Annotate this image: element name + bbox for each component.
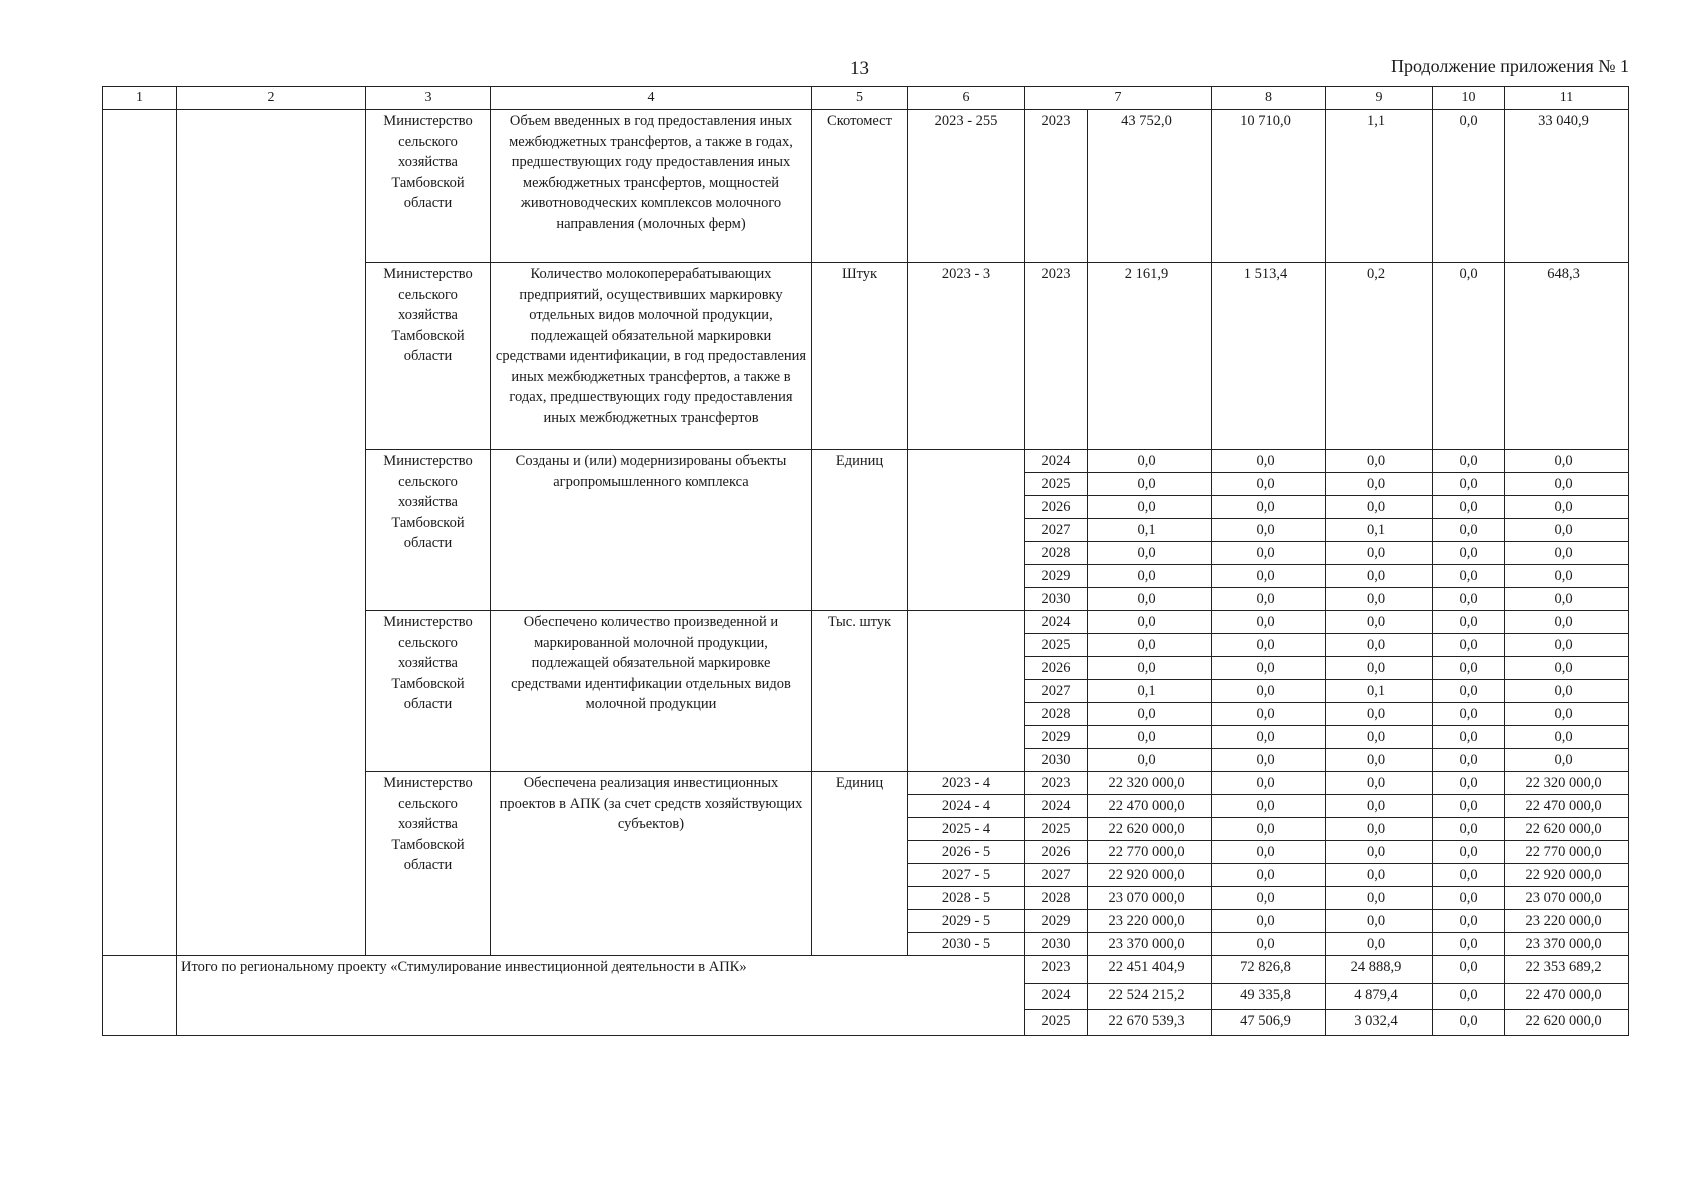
total-col9: 4 879,4 <box>1326 984 1433 1010</box>
year-cell: 2025 <box>1025 818 1088 841</box>
value-col7: 0,0 <box>1088 749 1212 772</box>
value-col8: 0,0 <box>1212 542 1326 565</box>
year-cell: 2026 <box>1025 496 1088 519</box>
value-col7: 22 470 000,0 <box>1088 795 1212 818</box>
value-col7: 22 320 000,0 <box>1088 772 1212 795</box>
value-col8: 0,0 <box>1212 910 1326 933</box>
value-col9: 0,2 <box>1326 263 1433 450</box>
value-col10: 0,0 <box>1433 110 1505 263</box>
value-col11: 0,0 <box>1505 634 1629 657</box>
value-col7: 22 770 000,0 <box>1088 841 1212 864</box>
value-col9: 0,1 <box>1326 519 1433 542</box>
total-col10: 0,0 <box>1433 984 1505 1010</box>
plan-value: 2027 - 5 <box>908 864 1025 887</box>
value-col10: 0,0 <box>1433 887 1505 910</box>
table-row <box>103 110 1629 263</box>
value-col8: 10 710,0 <box>1212 110 1326 263</box>
value-col8: 0,0 <box>1212 795 1326 818</box>
value-col11: 0,0 <box>1505 680 1629 703</box>
value-col9: 0,0 <box>1326 496 1433 519</box>
value-col7: 0,0 <box>1088 703 1212 726</box>
plan-value: 2024 - 4 <box>908 795 1025 818</box>
value-col7: 2 161,9 <box>1088 263 1212 450</box>
total-col11: 22 620 000,0 <box>1505 1010 1629 1036</box>
total-label: Итого по региональному проекту «Стимулирование инвестиционной деятельности в АПК» <box>177 956 1025 1036</box>
value-col10: 0,0 <box>1433 473 1505 496</box>
value-col10: 0,0 <box>1433 263 1505 450</box>
value-col7: 0,0 <box>1088 634 1212 657</box>
responsible-ministry: Министерство сельского хозяйства Тамбовской области <box>366 772 491 956</box>
value-col8: 0,0 <box>1212 450 1326 473</box>
value-col8: 0,0 <box>1212 818 1326 841</box>
unit-of-measure: Единиц <box>812 450 908 611</box>
header-cell: 7 <box>1025 87 1212 110</box>
value-col10: 0,0 <box>1433 657 1505 680</box>
value-col10: 0,0 <box>1433 795 1505 818</box>
value-col9: 0,0 <box>1326 565 1433 588</box>
header-cell: 10 <box>1433 87 1505 110</box>
indicator-description: Обеспечена реализация инвестиционных проектов в АПК (за счет средств хозяйствующих субъектов) <box>491 772 812 956</box>
total-year: 2025 <box>1025 1010 1088 1036</box>
value-col10: 0,0 <box>1433 933 1505 956</box>
total-col9: 3 032,4 <box>1326 1010 1433 1036</box>
value-col11: 0,0 <box>1505 611 1629 634</box>
value-col7: 0,0 <box>1088 611 1212 634</box>
appendix-continuation-note: Продолжение приложения № 1 <box>1390 56 1629 76</box>
year-cell: 2027 <box>1025 864 1088 887</box>
year-cell: 2024 <box>1025 450 1088 473</box>
year-cell: 2029 <box>1025 726 1088 749</box>
col1-empty-cell <box>103 110 177 956</box>
value-col7: 23 220 000,0 <box>1088 910 1212 933</box>
header-cell: 6 <box>908 87 1025 110</box>
value-col9: 0,0 <box>1326 611 1433 634</box>
indicator-description: Созданы и (или) модернизированы объекты агропромышленного комплекса <box>491 450 812 611</box>
total-col11: 22 353 689,2 <box>1505 956 1629 984</box>
year-cell: 2023 <box>1025 263 1088 450</box>
value-col10: 0,0 <box>1433 565 1505 588</box>
value-col8: 1 513,4 <box>1212 263 1326 450</box>
total-col10: 0,0 <box>1433 956 1505 984</box>
value-col9: 0,0 <box>1326 910 1433 933</box>
value-col9: 0,0 <box>1326 542 1433 565</box>
total-col7: 22 451 404,9 <box>1088 956 1212 984</box>
value-col8: 0,0 <box>1212 611 1326 634</box>
value-col7: 0,0 <box>1088 450 1212 473</box>
value-col11: 0,0 <box>1505 565 1629 588</box>
value-col7: 0,0 <box>1088 565 1212 588</box>
value-col10: 0,0 <box>1433 588 1505 611</box>
value-col7: 0,0 <box>1088 542 1212 565</box>
value-col8: 0,0 <box>1212 749 1326 772</box>
total-col7: 22 524 215,2 <box>1088 984 1212 1010</box>
year-cell: 2028 <box>1025 542 1088 565</box>
value-col8: 0,0 <box>1212 772 1326 795</box>
unit-of-measure: Тыс. штук <box>812 611 908 772</box>
value-col7: 0,0 <box>1088 588 1212 611</box>
header-cell: 4 <box>491 87 812 110</box>
value-col10: 0,0 <box>1433 841 1505 864</box>
year-cell: 2024 <box>1025 611 1088 634</box>
year-cell: 2029 <box>1025 910 1088 933</box>
total-col8: 49 335,8 <box>1212 984 1326 1010</box>
year-cell: 2027 <box>1025 519 1088 542</box>
value-col9: 0,0 <box>1326 772 1433 795</box>
responsible-ministry: Министерство сельского хозяйства Тамбовской области <box>366 263 491 450</box>
year-cell: 2026 <box>1025 657 1088 680</box>
value-col7: 0,0 <box>1088 726 1212 749</box>
year-cell: 2025 <box>1025 634 1088 657</box>
value-col8: 0,0 <box>1212 496 1326 519</box>
value-col9: 0,0 <box>1326 450 1433 473</box>
value-col9: 0,0 <box>1326 818 1433 841</box>
year-cell: 2030 <box>1025 933 1088 956</box>
total-col8: 72 826,8 <box>1212 956 1326 984</box>
value-col11: 22 620 000,0 <box>1505 818 1629 841</box>
value-col10: 0,0 <box>1433 542 1505 565</box>
value-col10: 0,0 <box>1433 703 1505 726</box>
value-col10: 0,0 <box>1433 611 1505 634</box>
value-col7: 22 620 000,0 <box>1088 818 1212 841</box>
value-col10: 0,0 <box>1433 496 1505 519</box>
budget-table <box>102 86 1629 1036</box>
responsible-ministry: Министерство сельского хозяйства Тамбовской области <box>366 110 491 263</box>
year-cell: 2023 <box>1025 110 1088 263</box>
value-col7: 0,0 <box>1088 473 1212 496</box>
value-col7: 0,1 <box>1088 680 1212 703</box>
value-col11: 0,0 <box>1505 726 1629 749</box>
value-col10: 0,0 <box>1433 634 1505 657</box>
plan-value-empty <box>908 450 1025 611</box>
value-col9: 0,0 <box>1326 749 1433 772</box>
value-col11: 648,3 <box>1505 263 1629 450</box>
value-col11: 23 370 000,0 <box>1505 933 1629 956</box>
total-col9: 24 888,9 <box>1326 956 1433 984</box>
header-cell: 11 <box>1505 87 1629 110</box>
header-cell: 3 <box>366 87 491 110</box>
total-col1-empty <box>103 956 177 1036</box>
value-col7: 22 920 000,0 <box>1088 864 1212 887</box>
plan-value: 2026 - 5 <box>908 841 1025 864</box>
value-col7: 0,0 <box>1088 496 1212 519</box>
plan-value-empty <box>908 611 1025 772</box>
total-col10: 0,0 <box>1433 1010 1505 1036</box>
value-col9: 0,0 <box>1326 473 1433 496</box>
value-col8: 0,0 <box>1212 519 1326 542</box>
year-cell: 2025 <box>1025 473 1088 496</box>
total-col8: 47 506,9 <box>1212 1010 1326 1036</box>
value-col11: 22 470 000,0 <box>1505 795 1629 818</box>
value-col10: 0,0 <box>1433 818 1505 841</box>
value-col7: 0,0 <box>1088 657 1212 680</box>
value-col8: 0,0 <box>1212 703 1326 726</box>
value-col11: 0,0 <box>1505 588 1629 611</box>
value-col9: 0,0 <box>1326 933 1433 956</box>
col2-empty-cell <box>177 110 366 956</box>
value-col7: 43 752,0 <box>1088 110 1212 263</box>
value-col11: 0,0 <box>1505 473 1629 496</box>
value-col11: 0,0 <box>1505 657 1629 680</box>
value-col8: 0,0 <box>1212 588 1326 611</box>
year-cell: 2026 <box>1025 841 1088 864</box>
page-number: 13 <box>850 58 869 79</box>
plan-value: 2023 - 4 <box>908 772 1025 795</box>
value-col11: 22 320 000,0 <box>1505 772 1629 795</box>
value-col9: 0,0 <box>1326 588 1433 611</box>
value-col10: 0,0 <box>1433 910 1505 933</box>
value-col11: 22 770 000,0 <box>1505 841 1629 864</box>
value-col9: 0,0 <box>1326 703 1433 726</box>
total-row <box>103 956 1629 984</box>
value-col8: 0,0 <box>1212 680 1326 703</box>
year-cell: 2027 <box>1025 680 1088 703</box>
value-col8: 0,0 <box>1212 933 1326 956</box>
value-col10: 0,0 <box>1433 519 1505 542</box>
value-col7: 23 370 000,0 <box>1088 933 1212 956</box>
value-col9: 0,1 <box>1326 680 1433 703</box>
plan-value: 2029 - 5 <box>908 910 1025 933</box>
responsible-ministry: Министерство сельского хозяйства Тамбовской области <box>366 611 491 772</box>
value-col10: 0,0 <box>1433 772 1505 795</box>
value-col7: 0,1 <box>1088 519 1212 542</box>
header-cell: 1 <box>103 87 177 110</box>
value-col8: 0,0 <box>1212 864 1326 887</box>
value-col9: 1,1 <box>1326 110 1433 263</box>
plan-value: 2030 - 5 <box>908 933 1025 956</box>
value-col9: 0,0 <box>1326 864 1433 887</box>
value-col8: 0,0 <box>1212 565 1326 588</box>
value-col11: 0,0 <box>1505 519 1629 542</box>
value-col11: 23 070 000,0 <box>1505 887 1629 910</box>
unit-of-measure: Скотомест <box>812 110 908 263</box>
value-col10: 0,0 <box>1433 864 1505 887</box>
year-cell: 2028 <box>1025 887 1088 910</box>
value-col9: 0,0 <box>1326 795 1433 818</box>
indicator-description: Количество молокоперерабатывающих предприятий, осуществивших маркировку отдельных видов молочной продукции, подлежащей обязательной маркировки средствами идентификации, в год предоставления иных межбюджетных трансфертов, а также в годах, предшествующих году предоставления иных межбюджетных трансфертов <box>491 263 812 450</box>
value-col9: 0,0 <box>1326 634 1433 657</box>
value-col8: 0,0 <box>1212 473 1326 496</box>
total-year: 2023 <box>1025 956 1088 984</box>
value-col10: 0,0 <box>1433 726 1505 749</box>
value-col9: 0,0 <box>1326 726 1433 749</box>
value-col11: 0,0 <box>1505 703 1629 726</box>
value-col11: 22 920 000,0 <box>1505 864 1629 887</box>
value-col9: 0,0 <box>1326 887 1433 910</box>
responsible-ministry: Министерство сельского хозяйства Тамбовской области <box>366 450 491 611</box>
value-col8: 0,0 <box>1212 841 1326 864</box>
indicator-description: Обеспечено количество произведенной и маркированной молочной продукции, подлежащей обязательной маркировке средствами идентификации отдельных видов молочной продукции <box>491 611 812 772</box>
value-col7: 23 070 000,0 <box>1088 887 1212 910</box>
year-cell: 2029 <box>1025 565 1088 588</box>
value-col9: 0,0 <box>1326 841 1433 864</box>
value-col8: 0,0 <box>1212 657 1326 680</box>
year-cell: 2023 <box>1025 772 1088 795</box>
plan-value: 2023 - 255 <box>908 110 1025 263</box>
year-cell: 2030 <box>1025 588 1088 611</box>
total-col7: 22 670 539,3 <box>1088 1010 1212 1036</box>
value-col10: 0,0 <box>1433 680 1505 703</box>
header-cell: 2 <box>177 87 366 110</box>
total-col11: 22 470 000,0 <box>1505 984 1629 1010</box>
value-col8: 0,0 <box>1212 887 1326 910</box>
value-col11: 0,0 <box>1505 496 1629 519</box>
value-col9: 0,0 <box>1326 657 1433 680</box>
value-col11: 0,0 <box>1505 450 1629 473</box>
value-col10: 0,0 <box>1433 450 1505 473</box>
plan-value: 2023 - 3 <box>908 263 1025 450</box>
value-col11: 0,0 <box>1505 542 1629 565</box>
value-col8: 0,0 <box>1212 634 1326 657</box>
year-cell: 2030 <box>1025 749 1088 772</box>
header-row <box>103 87 1629 110</box>
plan-value: 2028 - 5 <box>908 887 1025 910</box>
unit-of-measure: Единиц <box>812 772 908 956</box>
value-col8: 0,0 <box>1212 726 1326 749</box>
header-cell: 9 <box>1326 87 1433 110</box>
year-cell: 2024 <box>1025 795 1088 818</box>
indicator-description: Объем введенных в год предоставления иных межбюджетных трансфертов, а также в годах, предшествующих году предоставления иных межбюджетных трансфертов, мощностей животноводческих комплексов молочного направления (молочных ферм) <box>491 110 812 263</box>
year-cell: 2028 <box>1025 703 1088 726</box>
total-year: 2024 <box>1025 984 1088 1010</box>
header-cell: 5 <box>812 87 908 110</box>
value-col11: 0,0 <box>1505 749 1629 772</box>
value-col11: 23 220 000,0 <box>1505 910 1629 933</box>
unit-of-measure: Штук <box>812 263 908 450</box>
value-col10: 0,0 <box>1433 749 1505 772</box>
plan-value: 2025 - 4 <box>908 818 1025 841</box>
header-cell: 8 <box>1212 87 1326 110</box>
value-col11: 33 040,9 <box>1505 110 1629 263</box>
